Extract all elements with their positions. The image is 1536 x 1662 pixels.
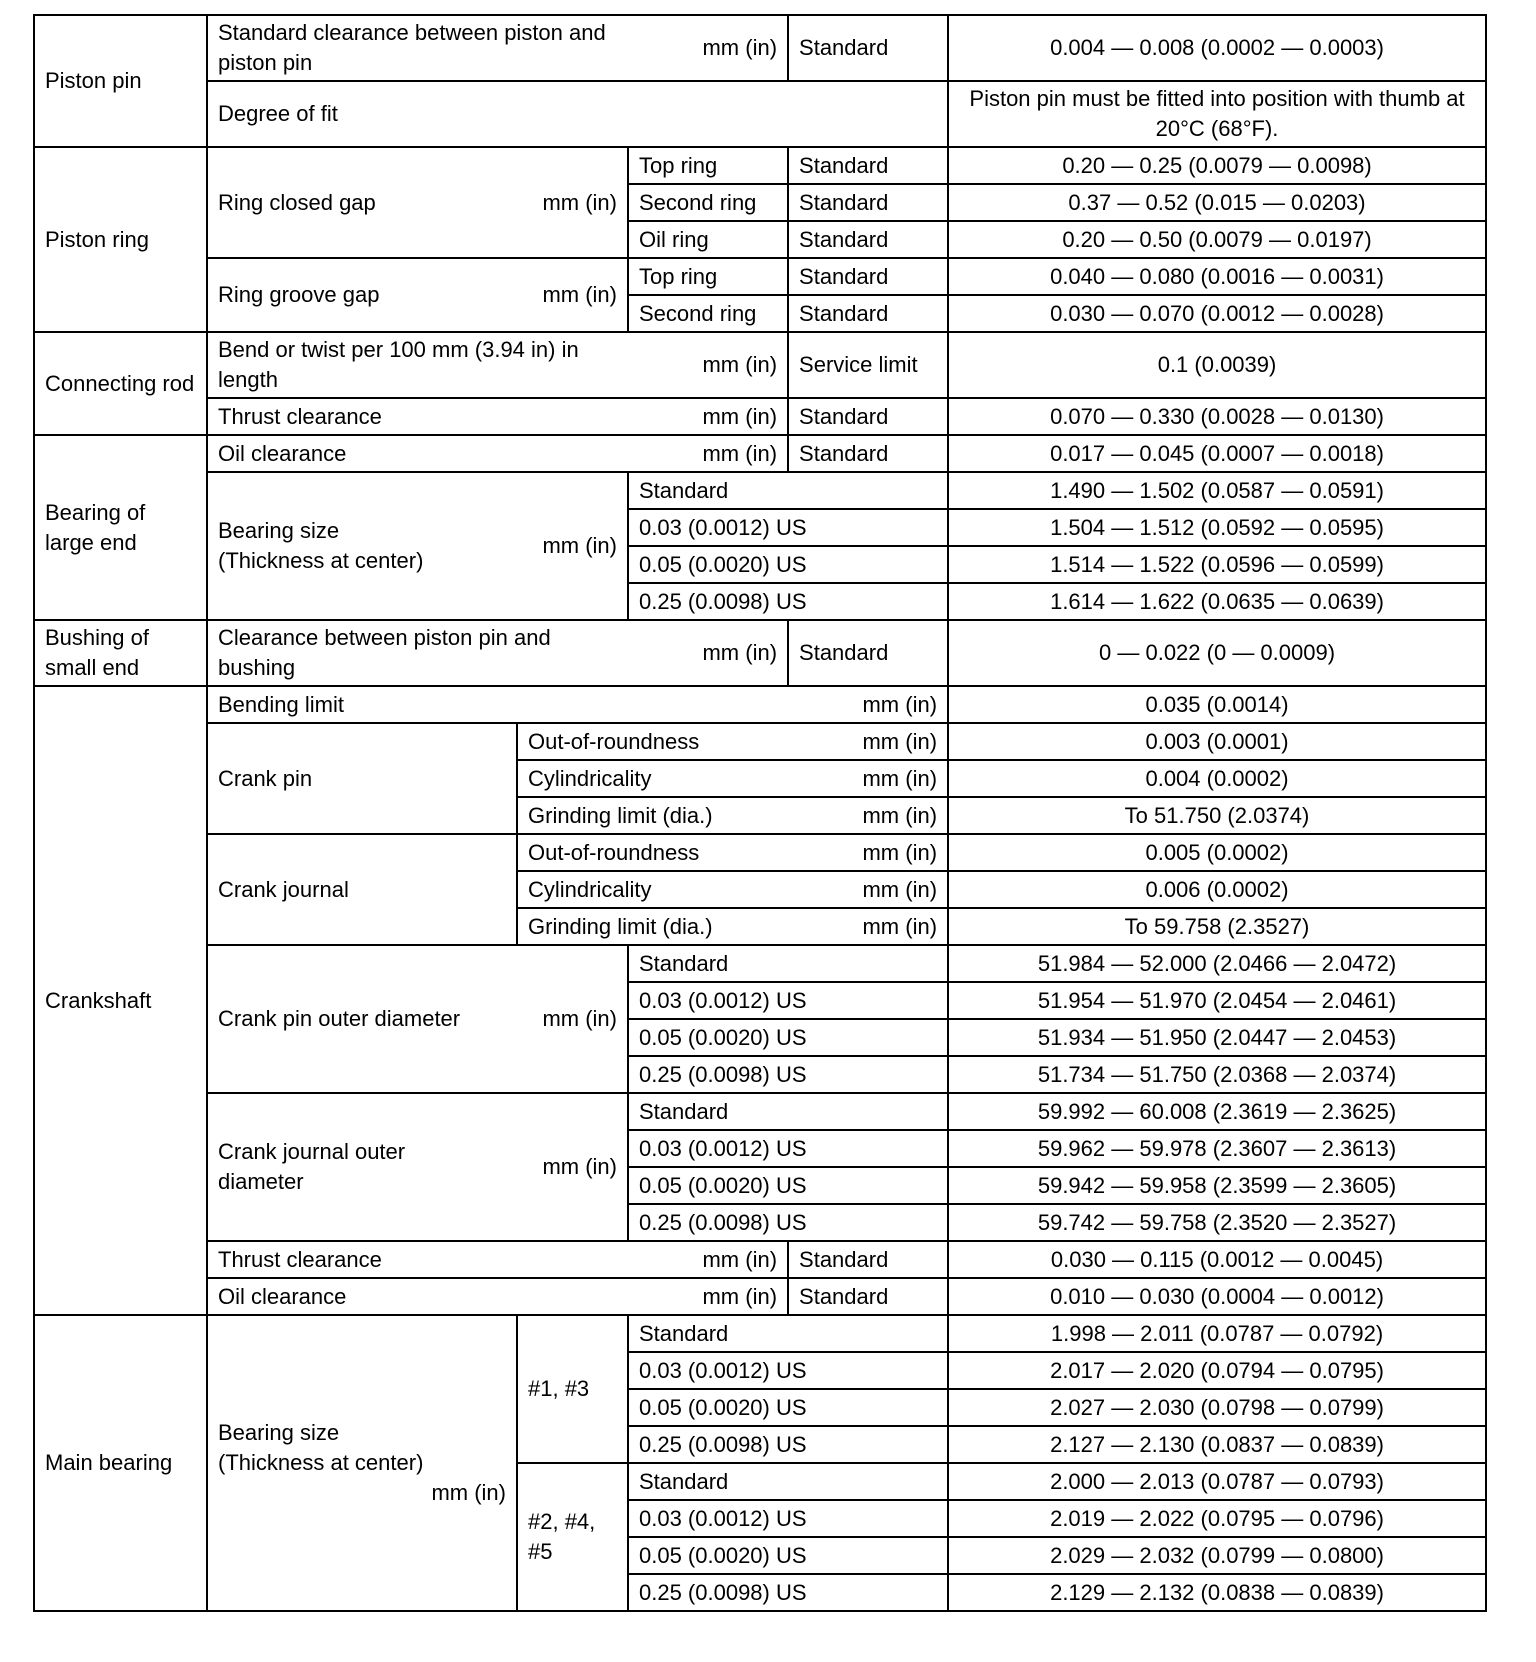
spec-value: 0.030 — 0.070 (0.0012 — 0.0028) <box>948 295 1486 332</box>
table-row <box>34 1241 1486 1278</box>
spec-label: Degree of fit <box>207 81 948 147</box>
spec-subitem: Top ring <box>628 147 788 184</box>
spec-condition: Standard <box>788 435 948 472</box>
spec-value: 0.20 — 0.50 (0.0079 — 0.0197) <box>948 221 1486 258</box>
table-row <box>34 332 1486 398</box>
spec-condition: 0.03 (0.0012) US <box>628 982 948 1019</box>
spec-condition: Standard <box>788 1278 948 1315</box>
table-row <box>34 81 1486 147</box>
spec-condition: Standard <box>628 472 948 509</box>
spec-value: 59.942 — 59.958 (2.3599 — 2.3605) <box>948 1167 1486 1204</box>
spec-condition: 0.25 (0.0098) US <box>628 583 948 620</box>
spec-condition: 0.25 (0.0098) US <box>628 1574 948 1611</box>
section-label-piston-ring: Piston ring <box>34 147 207 332</box>
spec-condition: 0.05 (0.0020) US <box>628 1537 948 1574</box>
spec-label: Bending limit mm (in) <box>207 686 948 723</box>
spec-value: To 59.758 (2.3527) <box>948 908 1486 945</box>
spec-value: 59.962 — 59.978 (2.3607 — 2.3613) <box>948 1130 1486 1167</box>
spec-label: Bend or twist per 100 mm (3.94 in) in length mm (in) <box>207 332 788 398</box>
spec-value: 0.37 — 0.52 (0.015 — 0.0203) <box>948 184 1486 221</box>
spec-condition: Standard <box>788 221 948 258</box>
spec-condition: 0.03 (0.0012) US <box>628 509 948 546</box>
spec-value: 2.017 — 2.020 (0.0794 — 0.0795) <box>948 1352 1486 1389</box>
table-row <box>34 1093 1486 1130</box>
spec-value: 1.998 — 2.011 (0.0787 — 0.0792) <box>948 1315 1486 1352</box>
spec-label: Bearing size (Thickness at center) mm (in) <box>207 472 628 620</box>
section-label-main-bearing: Main bearing <box>34 1315 207 1611</box>
spec-subitem: Out-of-roundness mm (in) <box>517 834 948 871</box>
table-row <box>34 1315 1486 1352</box>
engine-specifications-table <box>33 14 1487 1612</box>
table-row <box>34 1278 1486 1315</box>
spec-value: 0 — 0.022 (0 — 0.0009) <box>948 620 1486 686</box>
spec-value: 0.017 — 0.045 (0.0007 — 0.0018) <box>948 435 1486 472</box>
spec-condition: 0.03 (0.0012) US <box>628 1130 948 1167</box>
spec-value: Piston pin must be fitted into position with thumb at 20°C (68°F). <box>948 81 1486 147</box>
spec-label: Bearing size (Thickness at center) mm (in) <box>207 1315 517 1611</box>
spec-value: 0.070 — 0.330 (0.0028 — 0.0130) <box>948 398 1486 435</box>
spec-subitem: Out-of-roundness mm (in) <box>517 723 948 760</box>
spec-label: Crank pin outer diameter mm (in) <box>207 945 628 1093</box>
spec-value: 0.004 — 0.008 (0.0002 — 0.0003) <box>948 15 1486 81</box>
spec-value: 2.127 — 2.130 (0.0837 — 0.0839) <box>948 1426 1486 1463</box>
table-row <box>34 620 1486 686</box>
spec-condition: 0.03 (0.0012) US <box>628 1352 948 1389</box>
spec-condition: 0.05 (0.0020) US <box>628 1019 948 1056</box>
spec-subitem: Top ring <box>628 258 788 295</box>
spec-value: 51.954 — 51.970 (2.0454 — 2.0461) <box>948 982 1486 1019</box>
spec-condition: Standard <box>788 258 948 295</box>
spec-label: Standard clearance between piston and piston pin mm (in) <box>207 15 788 81</box>
spec-value: 0.035 (0.0014) <box>948 686 1486 723</box>
spec-condition: 0.05 (0.0020) US <box>628 1167 948 1204</box>
table-row <box>34 398 1486 435</box>
spec-condition: Standard <box>788 398 948 435</box>
spec-condition: Standard <box>788 15 948 81</box>
spec-label: Crank pin <box>207 723 517 834</box>
spec-value: 1.614 — 1.622 (0.0635 — 0.0639) <box>948 583 1486 620</box>
spec-value: 0.005 (0.0002) <box>948 834 1486 871</box>
spec-subitem: Second ring <box>628 184 788 221</box>
spec-condition: 0.25 (0.0098) US <box>628 1056 948 1093</box>
table-row <box>34 472 1486 509</box>
spec-condition: Standard <box>628 1463 948 1500</box>
spec-label: Oil clearance mm (in) <box>207 435 788 472</box>
table-row <box>34 147 1486 184</box>
spec-value: 51.934 — 51.950 (2.0447 — 2.0453) <box>948 1019 1486 1056</box>
spec-condition: 0.05 (0.0020) US <box>628 1389 948 1426</box>
spec-condition: Service limit <box>788 332 948 398</box>
spec-value: 2.000 — 2.013 (0.0787 — 0.0793) <box>948 1463 1486 1500</box>
spec-condition: Standard <box>628 1315 948 1352</box>
table-row <box>34 945 1486 982</box>
spec-condition: Standard <box>628 945 948 982</box>
spec-value: 51.984 — 52.000 (2.0466 — 2.0472) <box>948 945 1486 982</box>
spec-condition: Standard <box>788 295 948 332</box>
spec-label: Thrust clearance mm (in) <box>207 398 788 435</box>
section-label-piston-pin: Piston pin <box>34 15 207 147</box>
spec-value: 59.742 — 59.758 (2.3520 — 2.3527) <box>948 1204 1486 1241</box>
spec-value: 2.019 — 2.022 (0.0795 — 0.0796) <box>948 1500 1486 1537</box>
spec-condition: 0.25 (0.0098) US <box>628 1204 948 1241</box>
spec-value: 0.1 (0.0039) <box>948 332 1486 398</box>
spec-subitem: Second ring <box>628 295 788 332</box>
spec-label: Ring groove gap mm (in) <box>207 258 628 332</box>
spec-value: 1.504 — 1.512 (0.0592 — 0.0595) <box>948 509 1486 546</box>
section-label-connecting-rod: Connecting rod <box>34 332 207 435</box>
spec-value: To 51.750 (2.0374) <box>948 797 1486 834</box>
spec-value: 0.003 (0.0001) <box>948 723 1486 760</box>
spec-subitem: Grinding limit (dia.) mm (in) <box>517 908 948 945</box>
spec-value: 2.027 — 2.030 (0.0798 — 0.0799) <box>948 1389 1486 1426</box>
spec-value: 0.030 — 0.115 (0.0012 — 0.0045) <box>948 1241 1486 1278</box>
spec-label: Crank journal <box>207 834 517 945</box>
table-row <box>34 723 1486 760</box>
spec-value: 0.006 (0.0002) <box>948 871 1486 908</box>
spec-value: 59.992 — 60.008 (2.3619 — 2.3625) <box>948 1093 1486 1130</box>
spec-label: Oil clearance mm (in) <box>207 1278 788 1315</box>
section-label-small-end: Bushing of small end <box>34 620 207 686</box>
spec-label: Ring closed gap mm (in) <box>207 147 628 258</box>
spec-condition: Standard <box>788 1241 948 1278</box>
spec-subitem: Cylindricality mm (in) <box>517 871 948 908</box>
spec-subitem: Cylindricality mm (in) <box>517 760 948 797</box>
table-row <box>34 686 1486 723</box>
table-row <box>34 435 1486 472</box>
spec-value: 2.129 — 2.132 (0.0838 — 0.0839) <box>948 1574 1486 1611</box>
spec-condition: Standard <box>628 1093 948 1130</box>
section-label-large-end: Bearing of large end <box>34 435 207 620</box>
table-row <box>34 15 1486 81</box>
spec-value: 0.20 — 0.25 (0.0079 — 0.0098) <box>948 147 1486 184</box>
spec-condition: 0.05 (0.0020) US <box>628 546 948 583</box>
spec-value: 0.010 — 0.030 (0.0004 — 0.0012) <box>948 1278 1486 1315</box>
spec-subitem: Oil ring <box>628 221 788 258</box>
spec-condition: Standard <box>788 147 948 184</box>
spec-value: 2.029 — 2.032 (0.0799 — 0.0800) <box>948 1537 1486 1574</box>
section-label-crankshaft: Crankshaft <box>34 686 207 1315</box>
spec-value: 1.514 — 1.522 (0.0596 — 0.0599) <box>948 546 1486 583</box>
bearing-group-label: #1, #3 <box>517 1315 628 1463</box>
spec-value: 51.734 — 51.750 (2.0368 — 2.0374) <box>948 1056 1486 1093</box>
spec-subitem: Grinding limit (dia.) mm (in) <box>517 797 948 834</box>
spec-condition: Standard <box>788 620 948 686</box>
table-row <box>34 834 1486 871</box>
spec-condition: 0.25 (0.0098) US <box>628 1426 948 1463</box>
spec-label: Crank journal outer diameter mm (in) <box>207 1093 628 1241</box>
spec-value: 0.040 — 0.080 (0.0016 — 0.0031) <box>948 258 1486 295</box>
spec-condition: Standard <box>788 184 948 221</box>
bearing-group-label: #2, #4, #5 <box>517 1463 628 1611</box>
spec-value: 1.490 — 1.502 (0.0587 — 0.0591) <box>948 472 1486 509</box>
spec-label: Thrust clearance mm (in) <box>207 1241 788 1278</box>
table-row <box>34 258 1486 295</box>
spec-label: Clearance between piston pin and bushing mm (in) <box>207 620 788 686</box>
spec-condition: 0.03 (0.0012) US <box>628 1500 948 1537</box>
spec-value: 0.004 (0.0002) <box>948 760 1486 797</box>
